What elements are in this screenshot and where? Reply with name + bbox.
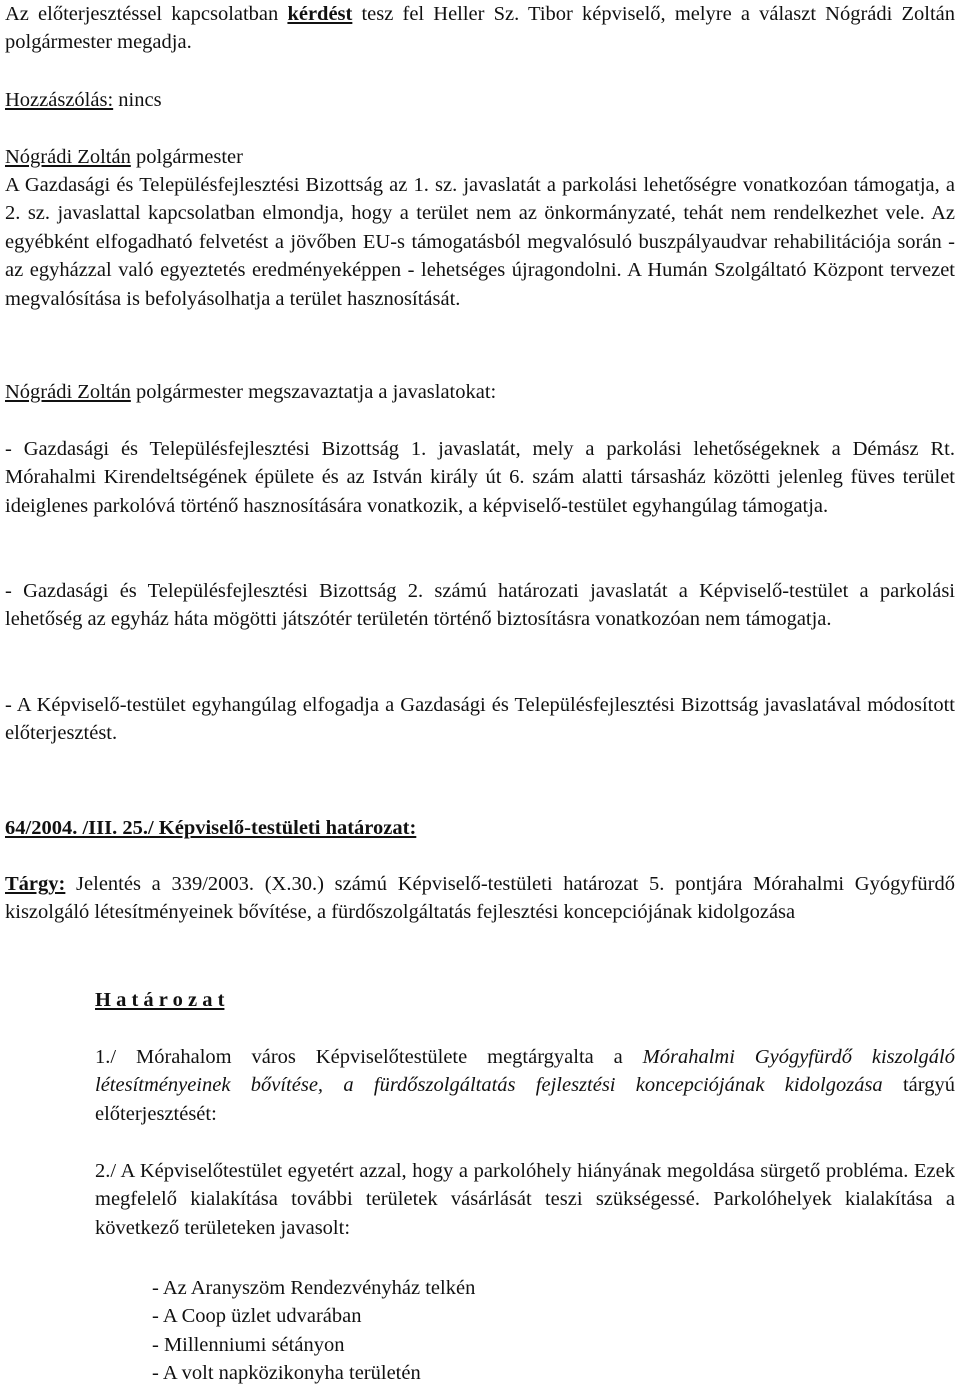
text-segment: nincs <box>113 89 162 111</box>
text-segment: tesz fel Heller Sz. Tibor képviselő, melyre a választ Nógrádi Zoltán polgármester megadja. <box>5 3 956 54</box>
speaker-role: polgármester <box>130 146 243 168</box>
list-item: - A Coop üzlet udvarában <box>152 1305 362 1328</box>
resolution-title: 64/2004. /III. 25./ Képviselő-testületi határozat: <box>5 817 417 839</box>
paragraph-vote-2: - Gazdasági és Településfejlesztési Bizottság 2. számú határozati javaslatát a Képviselő-testület a parkolási lehetőség az egyház háta mögötti játszótér területén történő biztosításra vonatkozóan nem támogatja. <box>5 580 955 631</box>
paragraph-vote-1: - Gazdasági és Településfejlesztési Bizottság 1. javaslatát, mely a parkolási lehetőségeknek a Démász Rt. Mórahalmi Kirendeltségének épülete és az István király út 6. szám alatti társasház közötti jelenleg füves terület ideiglenes parkolóvá történő hasznosítására vonatkozik, a képviselő-testület egyhangúlag támogatja. <box>5 438 955 517</box>
paragraph-vote-3: - A Képviselő-testület egyhangúlag elfogadja a Gazdasági és Településfejlesztési Bizottság javaslatával módosított előterjesztést. <box>5 694 955 745</box>
italic-title: Mórahalmi Gyógyfürdő kiszolgáló létesítményeinek bővítése, a fürdőszolgáltatás fejlesztési koncepciójának kidolgozása <box>95 1046 956 1097</box>
paragraph-question <box>5 0 955 57</box>
paragraph-vote-intro <box>5 378 955 406</box>
paragraph-mayor-statement: A Gazdasági és Településfejlesztési Bizottság az 1. sz. javaslatát a parkolási lehetőségre vonatkozóan támogatja, a 2. sz. javaslattal kapcsolatban elmondja, hogy a terület nem az önkormányzaté, tehát nem rendelkezhet vele. Az egyébként elfogadható felvetést a jövőben EU-s támogatásból megvalósuló buszpályaudvar rehabilitációja során - az egyházzal való egyeztetés eredményeképpen - lehetséges újragondolni. A Humán Szolgáltató Központ tervezet megvalósítása is befolyásolhatja a terület hasznosítását. <box>5 174 955 310</box>
resolution-item-2: 2./ A Képviselőtestület egyetért azzal, hogy a parkolóhely hiányának megoldása sürgető probléma. Ezek megfelelő kialakítása további területek vásárlását teszi szükségessé. Parkolóhelyek kialakítása a következő területeken javasolt: <box>95 1160 955 1239</box>
list-item: - Az Aranyszöm Rendezvényház telkén <box>152 1277 476 1299</box>
paragraph-comments <box>5 86 955 114</box>
list-item: - A volt napközikonyha területén <box>152 1362 421 1385</box>
label-targy: Tárgy: <box>5 873 66 895</box>
emphasis-kerdest: kérdést <box>287 3 353 25</box>
speaker-name: Nógrádi Zoltán <box>5 146 131 168</box>
speaker-name: Nógrádi Zoltán <box>5 381 131 403</box>
text-segment: polgármester megszavaztatja a javaslatokat: <box>130 381 497 403</box>
text-segment: 1./ Mórahalom város Képviselőtestülete megtárgyalta a <box>95 1046 643 1068</box>
text-segment: Az előterjesztéssel kapcsolatban <box>5 3 288 25</box>
resolution-heading: H a t á r o z a t <box>95 989 225 1011</box>
resolution-item-1 <box>95 1043 955 1128</box>
location-list <box>152 1274 475 1388</box>
text-segment: Jelentés a 339/2003. (X.30.) számú Képviselő-testületi határozat 5. pontjára Mórahalmi Gyógyfürdő kiszolgáló létesítményeinek bővítése, a fürdőszolgáltatás fejlesztési koncepciójának kidolgozása <box>5 873 955 924</box>
text-segment: tárgyú előterjesztését: <box>95 1074 955 1125</box>
speaker-heading <box>5 143 955 171</box>
paragraph-subject <box>5 870 955 927</box>
list-item: - Millenniumi sétányon <box>152 1333 345 1356</box>
label-hozzaszolas: Hozzászólás: <box>5 89 114 111</box>
